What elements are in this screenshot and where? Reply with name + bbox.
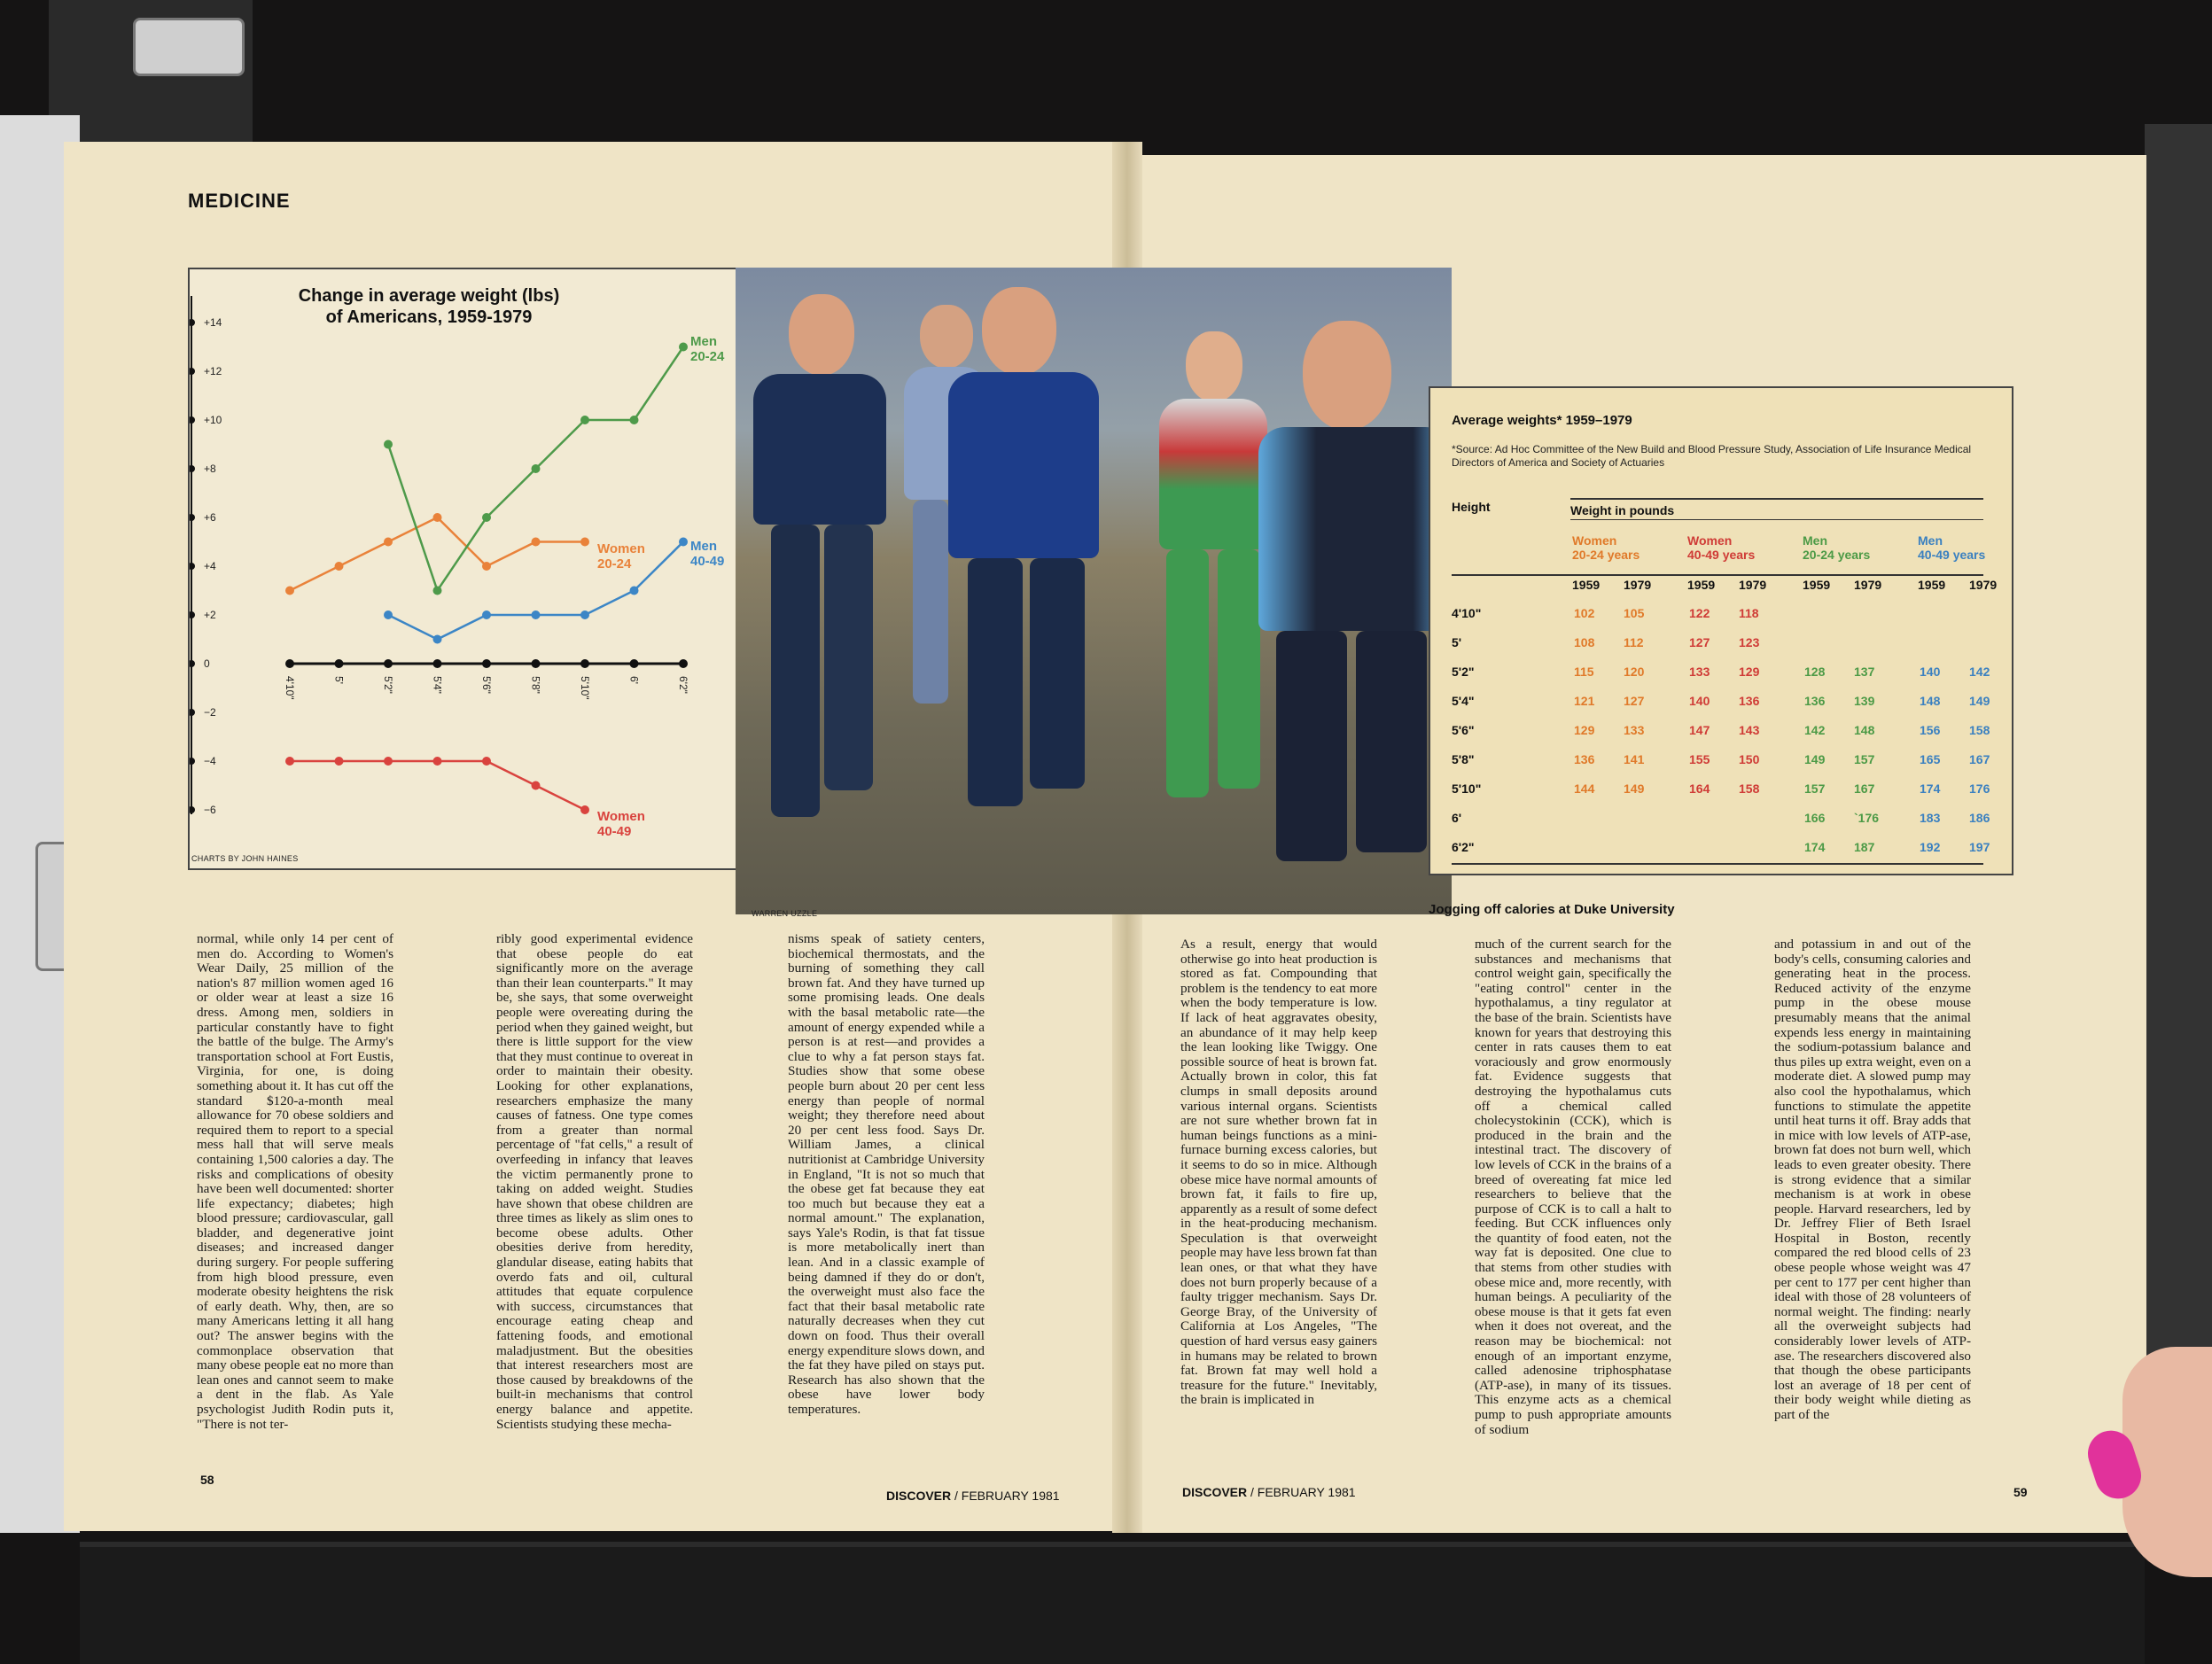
article-column-1: normal, while only 14 per cent of men do. According to Women's Wear Daily, 25 million of the nation's 87 million women aged 16 or older wear at least a size 16 dress. Among men, soldiers in particular constantly have to fight the battle of the bulge. The Army's transportation school at Fort Eustis, Virginia, for one, is doing something about it. It has cut off the standard $120-a-month meal allowance for 70 obese soldiers and required them to report to a special mess hall that will serve meals containing 1,500 calories a day. The risks and complications of obesity have been well documented: shorter life expectancy; diabetes; high blood pressure; cardiovascular, gall bladder, and degenerative joint diseases; and increased danger during surgery. For people suffering from high blood pressure, even moderate obesity heightens the risk of early death. Why, then, are so many Americans letting it all hang out? The answer begins with the commonplace observation that many obese people eat no more than lean ones and cannot seem to make a dent in the flab. As Yale psychologist Judith Rodin puts it, "There is not ter- — [197, 931, 393, 1432]
y-tick-dot — [190, 319, 195, 326]
table-cell: 137 — [1854, 665, 1875, 679]
data-point — [433, 513, 442, 522]
data-point — [384, 610, 393, 619]
y-tick-label: 0 — [204, 657, 210, 670]
table-cell: 174 — [1804, 840, 1826, 854]
magazine-name-left: DISCOVER — [886, 1489, 952, 1503]
table-year-1959: 1959 — [1572, 578, 1601, 592]
data-point — [532, 781, 541, 790]
x-tick-dot — [630, 659, 639, 668]
y-tick-dot — [190, 465, 195, 472]
table-group-name: Men — [1918, 533, 1943, 548]
table-year-1959: 1959 — [1687, 578, 1716, 592]
x-tick-dot — [433, 659, 442, 668]
y-tick-label: +8 — [204, 463, 216, 475]
photo-credit: WARREN UZZLE — [752, 909, 818, 918]
x-tick-label: 6' — [627, 676, 641, 684]
y-tick-dot — [190, 368, 195, 375]
table-source-note: *Source: Ad Hoc Committee of the New Build and Blood Pressure Study, Association of Life Insurance Medical Directors of America and Society of Actuaries — [1452, 443, 1972, 469]
table-bottom-rule — [1452, 863, 1983, 865]
data-point — [433, 635, 442, 644]
table-cell: 139 — [1854, 694, 1875, 708]
issue-date-right: / FEBRUARY 1981 — [1247, 1485, 1356, 1499]
x-tick-dot — [679, 659, 688, 668]
weight-change-chart-svg — [190, 269, 781, 868]
footer-right — [1182, 1485, 1356, 1499]
y-tick-dot — [190, 514, 195, 521]
x-tick-dot — [482, 659, 491, 668]
data-point — [532, 538, 541, 547]
binder-clip-top — [133, 18, 245, 76]
data-point — [630, 416, 639, 424]
table-cell: 123 — [1739, 635, 1760, 649]
article-column-2: ribly good experimental evidence that obese people do eat significantly more on the average than their lean counterparts." It may be, she says, that some overweight people were overeating during the period when they gained weight, but there is little support for the view that they must continue to overeat in order to maintain their obesity. Looking for other explanations, researchers emphasize the many causes of fatness. One type comes from a greater than normal percentage of "fat cells," a result of overfeeding in infancy that leaves the victim permanently prone to taking on added weight. Studies have shown that obese children are three times as likely as slim ones to become obese adults. Other obesities derive from heredity, glandular disease, eating habits that overdo fats and oil, cultural attitudes that equate corpulence with success, circumstances that encourage eating cheap and fattening foods, and emotional maladjustment. But the obesities that interest researchers most are those caused by breakdowns of the built-in mechanisms that control energy balance and appetite. Scientists studying these mecha- — [496, 931, 693, 1432]
chart-credit: CHARTS BY JOHN HAINES — [191, 854, 299, 863]
clipboard-tray — [80, 1542, 2145, 1664]
x-tick-dot — [335, 659, 344, 668]
y-tick-dot — [190, 416, 195, 424]
issue-date-left: / FEBRUARY 1981 — [951, 1489, 1060, 1503]
table-cell: 150 — [1739, 752, 1760, 766]
table-cell: 192 — [1920, 840, 1941, 854]
y-tick-dot — [190, 563, 195, 570]
table-row-height: 6' — [1452, 811, 1462, 825]
table-cell: 115 — [1574, 665, 1594, 679]
table-cell: 149 — [1969, 694, 1990, 708]
table-height-header: Height — [1452, 500, 1491, 514]
table-group-name: Women — [1572, 533, 1617, 548]
table-group-age: 40-49 years — [1687, 548, 1756, 562]
data-point — [580, 610, 589, 619]
series-line — [290, 517, 585, 591]
y-tick-dot — [190, 709, 195, 716]
y-tick-label: +2 — [204, 609, 216, 621]
x-tick-label: 5'2" — [382, 676, 394, 694]
table-weight-header: Weight in pounds — [1570, 503, 1675, 517]
table-year-1979: 1979 — [1969, 578, 1998, 592]
series-label: Men — [690, 334, 717, 349]
table-cell: 157 — [1804, 781, 1826, 796]
average-weights-table — [1429, 386, 2013, 875]
data-point — [679, 343, 688, 352]
magazine-name-right: DISCOVER — [1182, 1485, 1248, 1499]
data-point — [384, 440, 393, 449]
table-cell: 149 — [1804, 752, 1826, 766]
table-cell: 155 — [1689, 752, 1710, 766]
joggers-photo — [736, 268, 1452, 914]
table-cell: 156 — [1920, 723, 1941, 737]
table-cell: 102 — [1574, 606, 1595, 620]
table-cell: 167 — [1854, 781, 1875, 796]
table-cell: 129 — [1574, 723, 1595, 737]
series-label: 40-49 — [597, 824, 632, 839]
table-cell: 149 — [1624, 781, 1645, 796]
x-tick-label: 6'2" — [677, 676, 689, 694]
table-row-height: 4'10" — [1452, 606, 1482, 620]
y-tick-dot — [190, 660, 195, 667]
y-tick-label: −4 — [204, 755, 216, 767]
data-point — [630, 587, 639, 595]
data-point — [335, 757, 344, 766]
background-right — [2145, 124, 2212, 1524]
table-cell: 183 — [1920, 811, 1941, 825]
table-row-height: 5'2" — [1452, 665, 1475, 679]
table-cell: 141 — [1624, 752, 1645, 766]
table-year-1959: 1959 — [1918, 578, 1946, 592]
series-label: 20-24 — [597, 556, 632, 572]
data-point — [384, 757, 393, 766]
data-point — [482, 757, 491, 766]
table-year-1979: 1979 — [1854, 578, 1882, 592]
table-cell: 105 — [1624, 606, 1645, 620]
x-tick-label: 4'10" — [284, 676, 296, 700]
table-cell: 136 — [1574, 752, 1595, 766]
table-year-1959: 1959 — [1803, 578, 1831, 592]
table-cell: 127 — [1689, 635, 1710, 649]
y-tick-dot — [190, 806, 195, 813]
data-point — [433, 587, 442, 595]
data-point — [532, 464, 541, 473]
table-cell: 186 — [1969, 811, 1990, 825]
data-point — [384, 538, 393, 547]
data-point — [285, 587, 294, 595]
table-row-height: 5'10" — [1452, 781, 1482, 796]
table-sub-rule — [1570, 519, 1983, 520]
table-cell: 136 — [1739, 694, 1760, 708]
y-tick-label: +12 — [204, 365, 222, 377]
table-row-height: 5' — [1452, 635, 1462, 649]
table-cell: 167 — [1969, 752, 1990, 766]
series-label: 20-24 — [690, 349, 725, 364]
table-cell: 144 — [1574, 781, 1595, 796]
table-cell: 142 — [1804, 723, 1826, 737]
table-cell: 174 — [1920, 781, 1941, 796]
page-number-right: 59 — [2013, 1485, 2028, 1499]
y-tick-dot — [190, 758, 195, 765]
table-row-height: 5'4" — [1452, 694, 1475, 708]
data-point — [580, 416, 589, 424]
table-cell: 157 — [1854, 752, 1875, 766]
x-tick-label: 5'8" — [529, 676, 542, 694]
y-tick-label: +6 — [204, 511, 216, 524]
x-tick-label: 5'10" — [579, 676, 591, 700]
table-cell: 158 — [1739, 781, 1760, 796]
series-label: Women — [597, 541, 645, 556]
table-cell: 120 — [1624, 665, 1645, 679]
table-cell: 165 — [1920, 752, 1941, 766]
table-cell: 127 — [1624, 694, 1645, 708]
y-tick-label: +4 — [204, 560, 216, 572]
series-label: Men — [690, 539, 717, 554]
table-row-height: 5'6" — [1452, 723, 1475, 737]
table-cell: 147 — [1689, 723, 1710, 737]
data-point — [482, 513, 491, 522]
series-line — [388, 542, 683, 640]
article-column-5: much of the current search for the substances and mechanisms that control weight gain, specifically the "eating control" center in the hypothalamus, a tiny regulator at the base of the brain. Scientists have known for years that destroying this center in rats causes them to eat voraciously and grow enormously fat. Evidence suggests that destroying the hypothalamus cuts off a chemical called cholecystokinin (CCK), which is produced in the brain and the intestinal tract. The discovery of low levels of CCK in the brains of a breed of overeating fat mice led researchers to believe that the purpose of CCK is to call a halt to feeding. But CCK influences only the quantity of food eaten, not the way fat is deposited. One clue to that stems from other studies with obese mice and, more recently, with human beings. A peculiarity of the obese mouse is that it gets fat even when it does not overeat, and the reason may be biochemical: not enough of an important enzyme, called adenosine triphosphatase (ATP-ase), in many of its tissues. This enzyme acts as a chemical pump to push appropriate amounts of sodium — [1475, 937, 1671, 1437]
table-cell: 140 — [1920, 665, 1941, 679]
chart-title-line: Change in average weight (lbs) — [298, 286, 560, 306]
article-column-4: As a result, energy that would otherwise go into heat production is stored as fat. Compounding that problem is the tendency to eat more when the body temperature is low. If lack of heat aggravates obesity, an abundance of it may help keep the lean looking like Twiggy. One possible source of heat is brown fat. Actually brown in color, this fat clumps in small deposits around various internal organs. Scientists are not sure whether brown fat in human beings functions as a mini-furnace burning excess calories, but it seems to do so in mice. Although obese mice have normal amounts of brown fat, it fails to fire up, apparently as a result of some defect in the heat-producing mechanism. Speculation is that overweight people may have less brown fat than lean ones, or that what they have does not burn properly because of a faulty trigger mechanism. Says Dr. George Bray, of the University of California at Los Angeles, "The question of hard versus easy gainers in humans may be related to brown fat. Brown fat may well hold a treasure for the future." Inevitably, the brain is implicated in — [1180, 937, 1377, 1408]
table-cell: 108 — [1574, 635, 1595, 649]
data-point — [679, 538, 688, 547]
table-row-height: 6'2" — [1452, 840, 1475, 854]
table-group-name: Men — [1803, 533, 1827, 548]
table-cell: 143 — [1739, 723, 1760, 737]
article-column-6: and potassium in and out of the body's cells, consuming calories and generating heat in the process. Reduced activity of the enzyme pump in the obese mouse presumably means that the animal expends less energy in maintaining the sodium-potassium balance and thus piles up extra weight, even on a moderate diet. A slowed pump may also cool the hypothalamus, which functions to stimulate the appetite until heat turns it off. Bray adds that in mice with low levels of ATP-ase, brown fat does not burn well, which leads to even greater obesity. There is strong evidence that a similar mechanism is at work in obese people. Harvard researchers, led by Dr. Jeffrey Flier of Beth Israel Hospital in Boston, recently compared the red blood cells of 23 obese people whose weight was 47 per cent to 177 per cent higher than ideal with those of 28 volunteers of normal weight. The finding: nearly all the overweight subjects had considerably lower levels of ATP-ase. The researchers discovered also that though the obese participants lost an average of 18 per cent of their body weight while dieting as part of the — [1774, 937, 1971, 1422]
y-tick-label: −6 — [204, 804, 216, 816]
y-tick-label: +14 — [204, 316, 222, 329]
data-point — [580, 805, 589, 814]
y-tick-dot — [190, 611, 195, 618]
data-point — [580, 538, 589, 547]
article-column-3: nisms speak of satiety centers, biochemical thermostats, and the burning of something they call brown fat. And they have turned up some promising leads. One deals with the basal metabolic rate—the amount of energy expended while a person is at rest—and provides a clue to why a fat person stays fat. Studies show that some obese people burn about 20 per cent less energy than people of normal weight; they therefore need about 20 per cent less food. Says Dr. William James, a clinical nutritionist at Cambridge University in England, "It is not so much that the obese get fat because they eat too much but because they eat a normal amount." The explanation, says Yale's Rodin, is that fat tissue is more metabolically inert than lean. And in a classic example of being damned if they do or don't, the overweight must also face the fact that their basal metabolic rate naturally decreases when they cut down on food. Thus their overall energy expenditure slows down, and the fat they have piled on stays put. Research has also shown that the obese have lower body temperatures. — [788, 931, 985, 1417]
chart-title-line: of Americans, 1959-1979 — [325, 307, 533, 327]
table-group-age: 40-49 years — [1918, 548, 1986, 562]
photo-caption: Jogging off calories at Duke University — [1429, 902, 1675, 917]
table-cell: 121 — [1574, 694, 1595, 708]
table-group-age: 20-24 years — [1803, 548, 1871, 562]
data-point — [482, 562, 491, 571]
table-cell: 148 — [1920, 694, 1941, 708]
table-cell: 197 — [1969, 840, 1990, 854]
table-row-height: 5'8" — [1452, 752, 1475, 766]
x-tick-dot — [580, 659, 589, 668]
table-cell: 136 — [1804, 694, 1826, 708]
table-cell: 148 — [1854, 723, 1875, 737]
data-point — [285, 757, 294, 766]
y-tick-label: −2 — [204, 706, 216, 719]
page-number-left: 58 — [200, 1473, 214, 1487]
x-tick-dot — [384, 659, 393, 668]
table-cell: 112 — [1624, 635, 1644, 649]
weight-change-chart — [188, 268, 783, 870]
table-cell: 142 — [1969, 665, 1990, 679]
table-group-age: 20-24 years — [1572, 548, 1640, 562]
x-tick-dot — [532, 659, 541, 668]
series-label: 40-49 — [690, 554, 725, 569]
table-cell: 164 — [1689, 781, 1710, 796]
table-cell: 187 — [1854, 840, 1875, 854]
table-cell: 118 — [1739, 606, 1759, 620]
table-year-1979: 1979 — [1739, 578, 1767, 592]
table-cell: 140 — [1689, 694, 1710, 708]
table-cell: 133 — [1689, 665, 1710, 679]
table-group-name: Women — [1687, 533, 1733, 548]
data-point — [335, 562, 344, 571]
table-cell: 158 — [1969, 723, 1990, 737]
table-year-1979: 1979 — [1624, 578, 1652, 592]
table-cell: 128 — [1804, 665, 1826, 679]
y-tick-label: +10 — [204, 414, 222, 426]
section-title: MEDICINE — [188, 190, 291, 212]
table-cell: 122 — [1689, 606, 1710, 620]
table-cell: 129 — [1739, 665, 1760, 679]
footer-left — [886, 1489, 1060, 1503]
table-cell: `176 — [1854, 811, 1880, 825]
data-point — [532, 610, 541, 619]
data-point — [433, 757, 442, 766]
table-cell: 176 — [1969, 781, 1990, 796]
table-cell: 166 — [1804, 811, 1826, 825]
data-point — [482, 610, 491, 619]
x-tick-label: 5'4" — [431, 676, 444, 694]
series-line — [290, 761, 585, 810]
x-tick-label: 5' — [332, 676, 346, 684]
table-cell: 133 — [1624, 723, 1645, 737]
series-label: Women — [597, 809, 645, 824]
x-tick-dot — [285, 659, 294, 668]
table-title: Average weights* 1959–1979 — [1452, 413, 1632, 428]
table-top-rule — [1570, 498, 1983, 500]
x-tick-label: 5'6" — [480, 676, 493, 694]
table-header-rule — [1452, 574, 1983, 576]
